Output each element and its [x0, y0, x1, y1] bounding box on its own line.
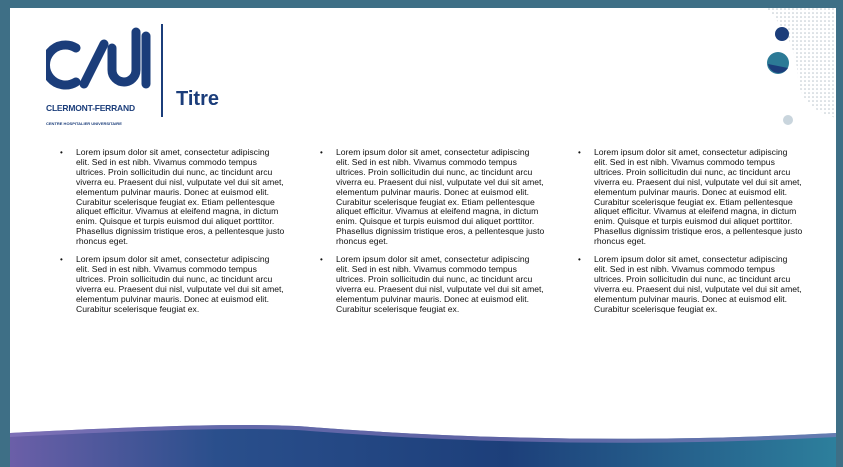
chu-logo	[46, 26, 176, 126]
list-item: • Lorem ipsum dolor sit amet, consectetur adipiscing elit. Sed in est nibh. Vivamus commodo tempus ultrices. Proin sollicitudin dui nunc, ac tincidunt arcu viverra eu. Praesent dui nisl, vulputate vel dui sit amet, elementum pulvinar mauris. Donec at euismod elit. Curabitur scelerisque feugiat ex. Etiam pellentesque aliquet efficitur. Vivamus at eleifend magna, in dictum enim. Quisque et turpis euismod dui aliquet porttitor. Phasellus dignissim tristique eros, a pellentesque justo rhoncus eget.	[320, 147, 545, 247]
text-column-3	[578, 148, 803, 323]
list-item: • Lorem ipsum dolor sit amet, consectetur adipiscing elit. Sed in est nibh. Vivamus commodo tempus ultrices. Proin sollicitudin dui nunc, ac tincidunt arcu viverra eu. Praesent dui nisl, vulputate vel dui sit amet, elementum pulvinar mauris. Donec at euismod elit. Curabitur scelerisque feugiat ex.	[578, 254, 802, 314]
slide	[10, 8, 836, 467]
list-item: • Lorem ipsum dolor sit amet, consectetur adipiscing elit. Sed in est nibh. Vivamus commodo tempus ultrices. Proin sollicitudin dui nunc, ac tincidunt arcu viverra eu. Praesent dui nisl, vulputate vel dui sit amet, elementum pulvinar mauris. Donec at euismod elit. Curabitur scelerisque feugiat ex. Etiam pellentesque aliquet efficitur. Vivamus at eleifend magna, in dictum enim. Quisque et turpis euismod dui aliquet porttitor. Phasellus dignissim tristique eros, a pellentesque justo rhoncus eget.	[60, 147, 285, 247]
header-divider	[161, 24, 163, 117]
chu-logo-mark	[46, 26, 166, 90]
list-item: • Lorem ipsum dolor sit amet, consectetur adipiscing elit. Sed in est nibh. Vivamus commodo tempus ultrices. Proin sollicitudin dui nunc, ac tincidunt arcu viverra eu. Praesent dui nisl, vulputate vel dui sit amet, elementum pulvinar mauris. Donec at euismod elit. Curabitur scelerisque feugiat ex. Etiam pellentesque aliquet efficitur. Vivamus at eleifend magna, in dictum enim. Quisque et turpis euismod dui aliquet porttitor. Phasellus dignissim tristique eros, a pellentesque justo rhoncus eget.	[578, 147, 803, 247]
list-item-text: Lorem ipsum dolor sit amet, consectetur adipiscing elit. Sed in est nibh. Vivamus commodo tempus ultrices. Proin sollicitudin dui nunc, ac tincidunt arcu viverra eu. Praesent dui nisl, vulputate vel dui sit amet, elementum pulvinar mauris. Donec at euismod elit. Curabitur scelerisque feugiat ex.	[594, 254, 802, 314]
list-item-text: Lorem ipsum dolor sit amet, consectetur adipiscing elit. Sed in est nibh. Vivamus commodo tempus ultrices. Proin sollicitudin dui nunc, ac tincidunt arcu viverra eu. Praesent dui nisl, vulputate vel dui sit amet, elementum pulvinar mauris. Donec at euismod elit. Curabitur scelerisque feugiat ex.	[76, 254, 284, 314]
footer-wave	[10, 407, 836, 467]
list-item: • Lorem ipsum dolor sit amet, consectetur adipiscing elit. Sed in est nibh. Vivamus commodo tempus ultrices. Proin sollicitudin dui nunc, ac tincidunt arcu viverra eu. Praesent dui nisl, vulputate vel dui sit amet, elementum pulvinar mauris. Donec at euismod elit. Curabitur scelerisque feugiat ex.	[60, 254, 284, 314]
list-item-text: Lorem ipsum dolor sit amet, consectetur adipiscing elit. Sed in est nibh. Vivamus commodo tempus ultrices. Proin sollicitudin dui nunc, ac tincidunt arcu viverra eu. Praesent dui nisl, vulputate vel dui sit amet, elementum pulvinar mauris. Donec at euismod elit. Curabitur scelerisque feugiat ex. Etiam pellentesque aliquet efficitur. Vivamus at eleifend magna, in dictum enim. Quisque et turpis euismod dui aliquet porttitor. Phasellus dignissim tristique eros, a pellentesque justo rhoncus eget.	[76, 147, 285, 247]
text-column-2	[320, 148, 545, 323]
decorative-dots	[756, 8, 836, 138]
list-item-text: Lorem ipsum dolor sit amet, consectetur adipiscing elit. Sed in est nibh. Vivamus commodo tempus ultrices. Proin sollicitudin dui nunc, ac tincidunt arcu viverra eu. Praesent dui nisl, vulputate vel dui sit amet, elementum pulvinar mauris. Donec at euismod elit. Curabitur scelerisque feugiat ex.	[336, 254, 544, 314]
page-title: Titre	[176, 88, 219, 110]
list-item: • Lorem ipsum dolor sit amet, consectetur adipiscing elit. Sed in est nibh. Vivamus commodo tempus ultrices. Proin sollicitudin dui nunc, ac tincidunt arcu viverra eu. Praesent dui nisl, vulputate vel dui sit amet, elementum pulvinar mauris. Donec at euismod elit. Curabitur scelerisque feugiat ex.	[320, 254, 544, 314]
logo-subtitle: CENTRE HOSPITALIER UNIVERSITAIRE	[46, 121, 122, 126]
list-item-text: Lorem ipsum dolor sit amet, consectetur adipiscing elit. Sed in est nibh. Vivamus commodo tempus ultrices. Proin sollicitudin dui nunc, ac tincidunt arcu viverra eu. Praesent dui nisl, vulputate vel dui sit amet, elementum pulvinar mauris. Donec at euismod elit. Curabitur scelerisque feugiat ex. Etiam pellentesque aliquet efficitur. Vivamus at eleifend magna, in dictum enim. Quisque et turpis euismod dui aliquet porttitor. Phasellus dignissim tristique eros, a pellentesque justo rhoncus eget.	[336, 147, 545, 247]
text-column-1	[60, 148, 285, 323]
list-item-text: Lorem ipsum dolor sit amet, consectetur adipiscing elit. Sed in est nibh. Vivamus commodo tempus ultrices. Proin sollicitudin dui nunc, ac tincidunt arcu viverra eu. Praesent dui nisl, vulputate vel dui sit amet, elementum pulvinar mauris. Donec at euismod elit. Curabitur scelerisque feugiat ex. Etiam pellentesque aliquet efficitur. Vivamus at eleifend magna, in dictum enim. Quisque et turpis euismod dui aliquet porttitor. Phasellus dignissim tristique eros, a pellentesque justo rhoncus eget.	[594, 147, 803, 247]
logo-city: CLERMONT-FERRAND	[46, 103, 135, 113]
